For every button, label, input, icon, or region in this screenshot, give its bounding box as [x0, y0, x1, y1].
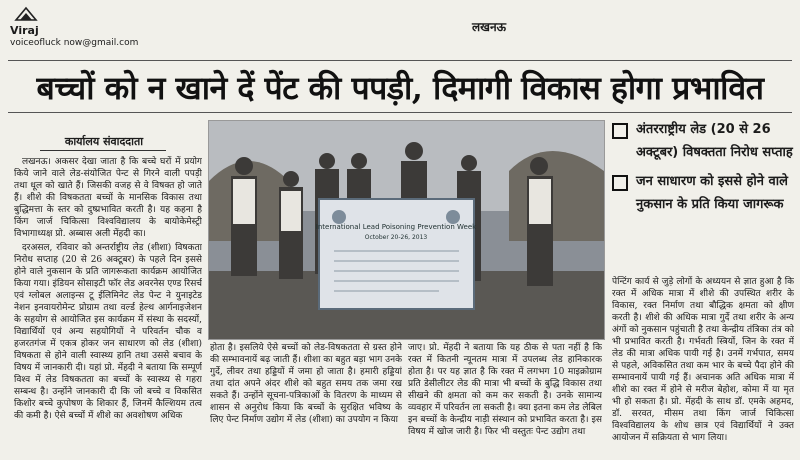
masthead-divider: [8, 60, 792, 61]
headline: बच्चों को न खाने दें पेंट की पपड़ी, दिमागी विकास होगा प्रभावित: [36, 69, 764, 107]
middle-article-column-2: जाए। प्रो. मेंहदी ने बताया कि यह ठीक से पता नहीं है कि रक्त में कितनी न्यूनतम मात्रा में उपलब्ध लेड हानिकारक होता है। पर यह ज्ञात है कि रक्त में लगभग 10 माइक्रोग्राम प्रति डेसीलीटर लेड की मात्रा भी बच्चों के बुद्धि विकास तथा सीखने की क्षमता को कम कर सकती है। उनके सामान्य व्यवहार में परिवर्तन ला सकती है। क्या इतना कम लेड लेबिल इन बच्चों के केन्द्रीय नाड़ी संस्थान को प्रभावित करता है। इस विषय में खोज जारी है। फिर भी वस्तुतः पेन्ट उद्योग तथा: [408, 343, 602, 437]
banner-title: International Lead Poisoning Prevention Week: [315, 223, 477, 231]
highlight-text: अंतरराष्ट्रीय लेड (20 से 26 अक्टूबर) विषक्तता निरोध सप्ताह: [636, 122, 793, 160]
brand-name: Viraj: [10, 24, 39, 37]
byline: कार्यालय संवाददाता: [64, 135, 144, 148]
checkbox-bullet-icon: [612, 175, 628, 191]
headline-divider: [8, 112, 792, 113]
highlight-text: जन साधारण को इससे होने वाले नुकसान के प्रति किया जागरूक: [636, 174, 788, 212]
highlight-item: [610, 170, 796, 216]
article-paragraph: लखनऊ। अकसर देखा जाता है कि बच्चे घरों में प्रयोग किये जाने वाले लेड-संयोजित पेन्ट से गिरने वाली पपड़ी तथा धूल को खाते हैं। जिसकी वजह से वे विषक्त हो जाते हैं। शीशे की विषकतता बच्चों के मानसिक विकास तथा बुद्धिमत्ता के स्तर को दुष्प्रभावित करती है। यह कहना है किंग जार्ज चिकित्सा विश्वविद्यालय के बायोकेमेस्ट्री विभागाध्यक्ष प्रो. अब्बास अली मेंहदी का।: [14, 157, 202, 239]
highlight-box: [610, 118, 796, 222]
article-paragraph: दरअसल, रविवार को अन्तर्राष्ट्रीय लेड (शीशा) विषकता निरोध सप्ताह (20 से 26 अक्टूबर) के पहले दिन इससे होने वाले नुकसान के प्रति जागरूकता कार्यक्रम आयोजित किया गया। इंडियन सोसाइटी फॉर लेड अवरनेस एण्ड रिसर्च एवं ग्लोबल अलाइन्स टू ईलिमिनेट लेड पेन्ट ने युनाइटेड नेशन इनवायरोमेन्ट प्रोग्राम तथा वर्ल्ड हेल्थ आर्गनाइजेशन के सहयोग से आयोजित इस कार्यक्रम में संस्था के सदस्यों, विद्यार्थियों एवं अन्य सहयोगियों ने परिवर्तन चौक व हजरतगंज में एकत्र होकर जन साधारण को लेड (शीशा) विषकता से होने वाली स्वास्थ्य हानि तथा उससे बचाव के विषय में जानकारी दी। यहां प्रो. मेंहदी ने बताया कि सम्पूर्ण विश्व में लेड विषकतता का बच्चों के स्वास्थ्य से गहरा सम्बन्ध है। उन्होंने जानकारी दी कि जो बच्चे व विकसित किशोर बच्चे कुपोषण के शिकार हैं, जिनमें कैल्शियम तत्व की कमी है। ऐसे बच्चों में शीशे का अवशोषण अधिक: [14, 243, 202, 421]
middle-article-column-1: होता है। इसलिये ऐसे बच्चों को लेड-विषकतता से ग्रस्त होने की सम्भावनायें बढ़ जाती हैं। शीशा का बहुत बड़ा भाग उनके गुर्दे, लीवर तथा हड्डियों में जमा हो जाता है। हमारी हड्डियां तथा दांत अपने अंदर शीशे को बहुत समय तक जमा रख सकते हैं। उन्होंने सूचना-पत्रिकाओं के वितरण के माध्यम से शासन से अनुरोध किया कि बच्चों के सुरक्षित भविष्य के लिए पेन्ट निर्माण उद्योग में लेड (शीशा) का उपयोग न किया: [210, 343, 402, 425]
contact-email[interactable]: voiceofluck now@gmail.com: [10, 38, 139, 48]
highlight-item: [610, 118, 796, 164]
banner-dates: October 20-26, 2013: [364, 234, 428, 241]
city-label: लखनऊ: [472, 20, 507, 34]
checkbox-bullet-icon: [612, 123, 628, 139]
event-photo-image: [209, 121, 604, 339]
right-article-column: पेन्टिंग कार्य से जुड़े लोगों के अध्ययन से ज्ञात हुआ है कि रक्त में अधिक मात्रा में शीशे की उपस्थित शरीर के विकास, रक्त निर्माण तथा बौद्धिक क्षमता को क्षीण करती है। शीशे की अधिक मात्रा गुर्दे तथा शरीर के अन्य अंगों को नुकसान पहुंचाती है तथा केन्द्रीय तंत्रिका तंत्र को भी प्रभावित करती है। गर्भवती स्त्रियों, जिन के रक्त में लेड की मात्रा अधिक पायी गई है। उनमें गर्भपात, समय से पहले, अविकसित तथा कम भार के बच्चे पैदा होने की सम्भावनायें पायी गई हैं। अचानक अति अधिक मात्रा में शीशे का रक्त में होने से मरीज बेहोश, कोमा में या मृत भी हो सकता है। प्रो. मेंहदी के साथ डॉ. एमके अहमद, डॉ. सरवत, मीसम तथा किंग जार्ज चिकित्सा विश्वविद्यालय के शोध छात्र एवं विद्यार्थियों ने उक्त आयोजन में सक्रियता से भाग लिया।: [612, 277, 794, 443]
event-photo: [208, 120, 605, 340]
left-article-column: [14, 156, 202, 456]
byline-underline: [40, 150, 166, 151]
